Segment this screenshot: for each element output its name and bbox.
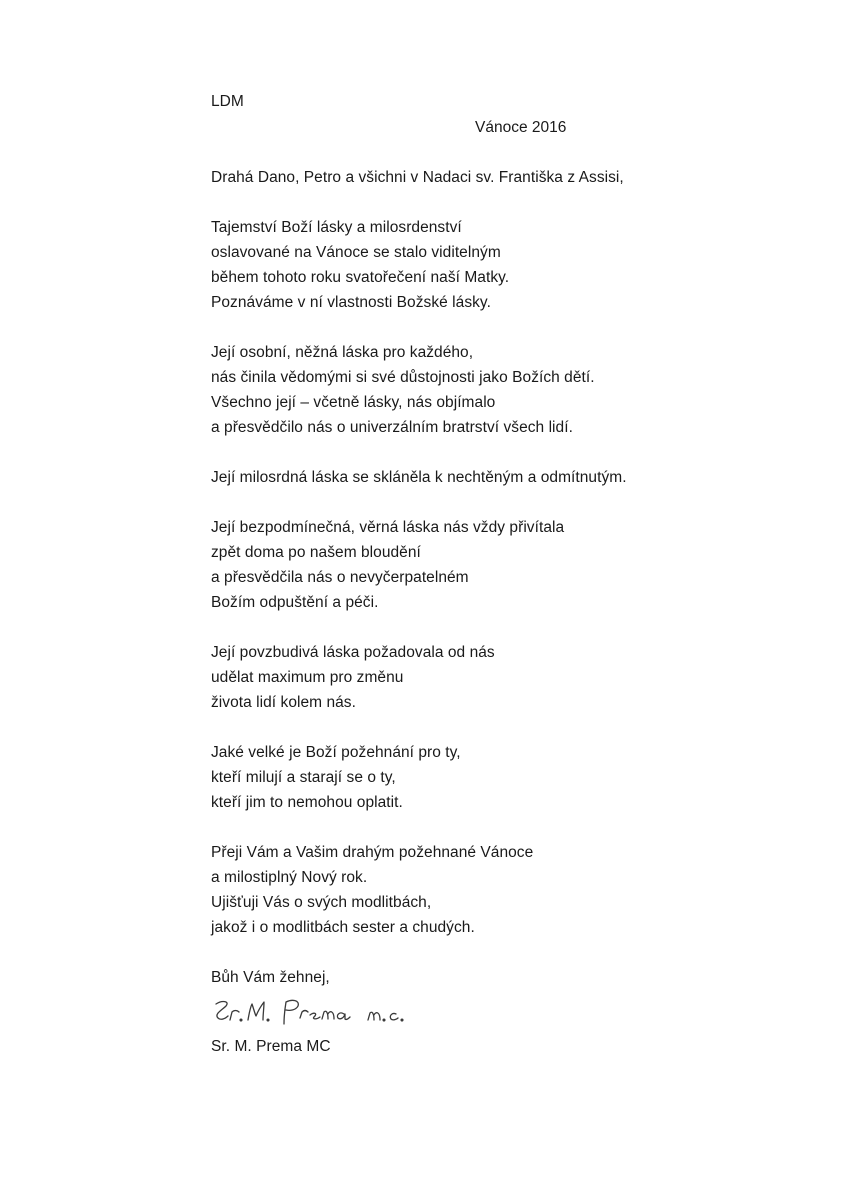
paragraph-2-line: nás činila vědomými si své důstojnosti jako Božích dětí. (211, 369, 595, 386)
paragraph-2-line: a přesvědčilo nás o univerzálním bratrství všech lidí. (211, 419, 573, 436)
paragraph-7-line: Ujišťuji Vás o svých modlitbách, (211, 894, 432, 911)
paragraph-5-line: života lidí kolem nás. (211, 694, 356, 711)
closing: Bůh Vám žehnej, (211, 969, 330, 986)
signatory-name: Sr. M. Prema MC (211, 1038, 331, 1055)
paragraph-5-line: Její povzbudivá láska požadovala od nás (211, 644, 495, 661)
paragraph-4-line: zpět doma po našem bloudění (211, 544, 421, 561)
paragraph-3-line: Její milosrdná láska se skláněla k nechtěným a odmítnutým. (211, 469, 627, 486)
paragraph-7-line: jakož i o modlitbách sester a chudých. (211, 919, 475, 936)
paragraph-2-line: Všechno její – včetně lásky, nás objímalo (211, 394, 496, 411)
paragraph-1-line: během tohoto roku svatořečení naší Matky. (211, 269, 510, 286)
paragraph-1-line: Tajemství Boží lásky a milosrdenství (211, 219, 462, 236)
paragraph-4-line: Její bezpodmínečná, věrná láska nás vždy přivítala (211, 519, 565, 536)
paragraph-4-line: a přesvědčila nás o nevyčerpatelném (211, 569, 469, 586)
letter-date: Vánoce 2016 (475, 119, 567, 136)
paragraph-7-line: Přeji Vám a Vašim drahým požehnané Vánoce (211, 844, 534, 861)
paragraph-5-line: udělat maximum pro změnu (211, 669, 404, 686)
paragraph-1-line: oslavované na Vánoce se stalo viditelným (211, 244, 501, 261)
salutation: Drahá Dano, Petro a všichni v Nadaci sv. Františka z Assisi, (211, 169, 624, 186)
paragraph-1-line: Poznáváme v ní vlastnosti Božské lásky. (211, 294, 491, 311)
paragraph-4-line: Božím odpuštění a péči. (211, 594, 379, 611)
paragraph-6-line: kteří jim to nemohou oplatit. (211, 794, 403, 811)
handwritten-signature (208, 996, 428, 1032)
paragraph-6-line: kteří milují a starají se o ty, (211, 769, 396, 786)
paragraph-7-line: a milostiplný Nový rok. (211, 869, 368, 886)
paragraph-6-line: Jaké velké je Boží požehnání pro ty, (211, 744, 461, 761)
letter-header: LDM (211, 93, 244, 110)
paragraph-2-line: Její osobní, něžná láska pro každého, (211, 344, 474, 361)
